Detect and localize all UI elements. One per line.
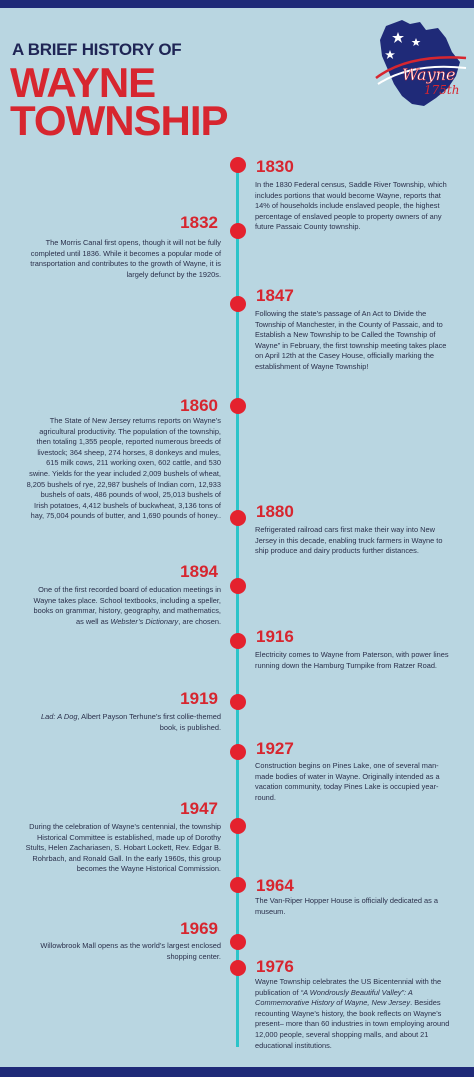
event-year: 1976: [256, 957, 294, 976]
page-title-line-2: TOWNSHIP: [10, 97, 228, 144]
event-description: Willowbrook Mall opens as the world’s largest enclosed shopping center.: [40, 941, 221, 961]
event-description: In the 1830 Federal census, Saddle River Township, which includes portions that would become Wayne, reports that 14% of households include enslaved people, the highest percentage of enslaved people to property owners of any future Passaic County township.: [255, 180, 447, 232]
timeline-dot: [230, 744, 246, 760]
timeline-dot: [230, 633, 246, 649]
event-description: During the celebration of Wayne’s centennial, the township Historical Committee is established, made up of Dorothy Stults, Helen Zachariasen, S. Hobart Lockett, Rev. Edgar B. Rohrbach, and Ronald Gall. In the early 1960s, this group becomes the Wayne Historical Commission.: [25, 822, 221, 874]
event-year: 1832: [180, 213, 218, 232]
event-description: Wayne Township celebrates the US Bicentennial with the publication of “A Wondrously Beautiful Valley”: A Commemorative History of Wayne, New Jersey. Besides recounting Wayne’s history, the book reflects on Wayne’s present– more than 60 industries in town employing around 12,000 people, several shopping malls, and about 21 educational institutions.: [255, 977, 450, 1050]
event-description: The State of New Jersey returns reports on Wayne’s agricultural productivity. The population of the township, then totaling 1,355 people, reported numerous breeds of livestock; 364 sheep, 274 horses, 8 donkeys and mules, 615 milk cows, 211 working oxen, 602 cattle, and 530 swine. Yields for the year included 2,009 bushels of wheat, 8,205 bushels of rye, 22,987 bushels of Indian corn, 12,933 bushels of oats, 486 pounds of wool, 25,013 bushels of Irish potatoes, 4,412 bushels of buckwheat, 3,136 tons of hay, 75,004 pounds of butter, and 1,690 pounds of honey..: [26, 416, 221, 521]
wayne-175th-logo: [368, 18, 468, 110]
page-title-line-1: WAYNE: [10, 59, 156, 106]
event-year: 1947: [180, 799, 218, 818]
timeline-dot: [230, 877, 246, 893]
top-border-bar: [0, 0, 474, 8]
logo-text-wayne: Wayne: [402, 65, 456, 84]
page-subtitle: A BRIEF HISTORY OF: [12, 40, 182, 59]
book-title: “A Wondrously Beautiful Valley”: A Commemorative History of Wayne, New Jersey: [255, 987, 413, 1008]
timeline-dot: [230, 296, 246, 312]
bottom-border-bar: [0, 1067, 474, 1077]
event-year: 1964: [256, 876, 294, 895]
timeline-dot: [230, 223, 246, 239]
event-year: 1830: [256, 157, 294, 176]
timeline-dot: [230, 934, 246, 950]
event-description: Following the state’s passage of An Act to Divide the Township of Manchester, in the County of Passaic, and to Establish a New Township to be Called the Township of Wayne” in February, the first township meeting takes place on April 12th at the Casey House, officially marking the establishment of Wayne Township!: [255, 309, 447, 371]
event-year: 1919: [180, 689, 218, 708]
event-year: 1894: [180, 562, 218, 581]
event-description: Lad: A Dog, Albert Payson Terhune’s first collie-themed book, is published.: [41, 712, 221, 732]
event-year: 1927: [256, 739, 294, 758]
event-year: 1860: [180, 396, 218, 415]
timeline-dot: [230, 398, 246, 414]
event-description: Electricity comes to Wayne from Paterson, with power lines running down the Hamburg Turnpike from Ratzer Road.: [255, 650, 449, 670]
timeline-dot: [230, 818, 246, 834]
timeline-dot: [230, 157, 246, 173]
timeline-dot: [230, 578, 246, 594]
timeline-line: [236, 162, 239, 1047]
timeline-dot: [230, 510, 246, 526]
event-description: The Van-Riper Hopper House is officially dedicated as a museum.: [255, 896, 438, 916]
event-description: One of the first recorded board of education meetings in Wayne takes place. School textbooks, including a speller, books on grammar, history, geography, and mathematics, as well as Webster’s Dictionary, are chosen.: [33, 585, 221, 626]
logo-text-175th: 175th: [424, 83, 460, 97]
event-year: 1880: [256, 502, 294, 521]
book-title: Lad: A Dog: [41, 712, 78, 721]
event-year: 1969: [180, 919, 218, 938]
event-year: 1847: [256, 286, 294, 305]
timeline-dot: [230, 694, 246, 710]
timeline-dot: [230, 960, 246, 976]
event-description: Construction begins on Pines Lake, one of several man-made bodies of water in Wayne. Originally intended as a vacation community, today Pines Lake is occupied year-round.: [255, 761, 440, 802]
dictionary-title: Webster’s Dictionary: [110, 616, 179, 626]
event-description: The Morris Canal first opens, though it will not be fully completed until 1836. While it becomes a popular mode of transportation and contributes to the growth of Wayne, it is largely defunct by the 1920s.: [30, 238, 221, 279]
event-year: 1916: [256, 627, 294, 646]
event-description: Refrigerated railroad cars first make their way into New Jersey in this decade, enabling truck farmers in Wayne to ship produce and dairy products further distances.: [255, 525, 443, 556]
